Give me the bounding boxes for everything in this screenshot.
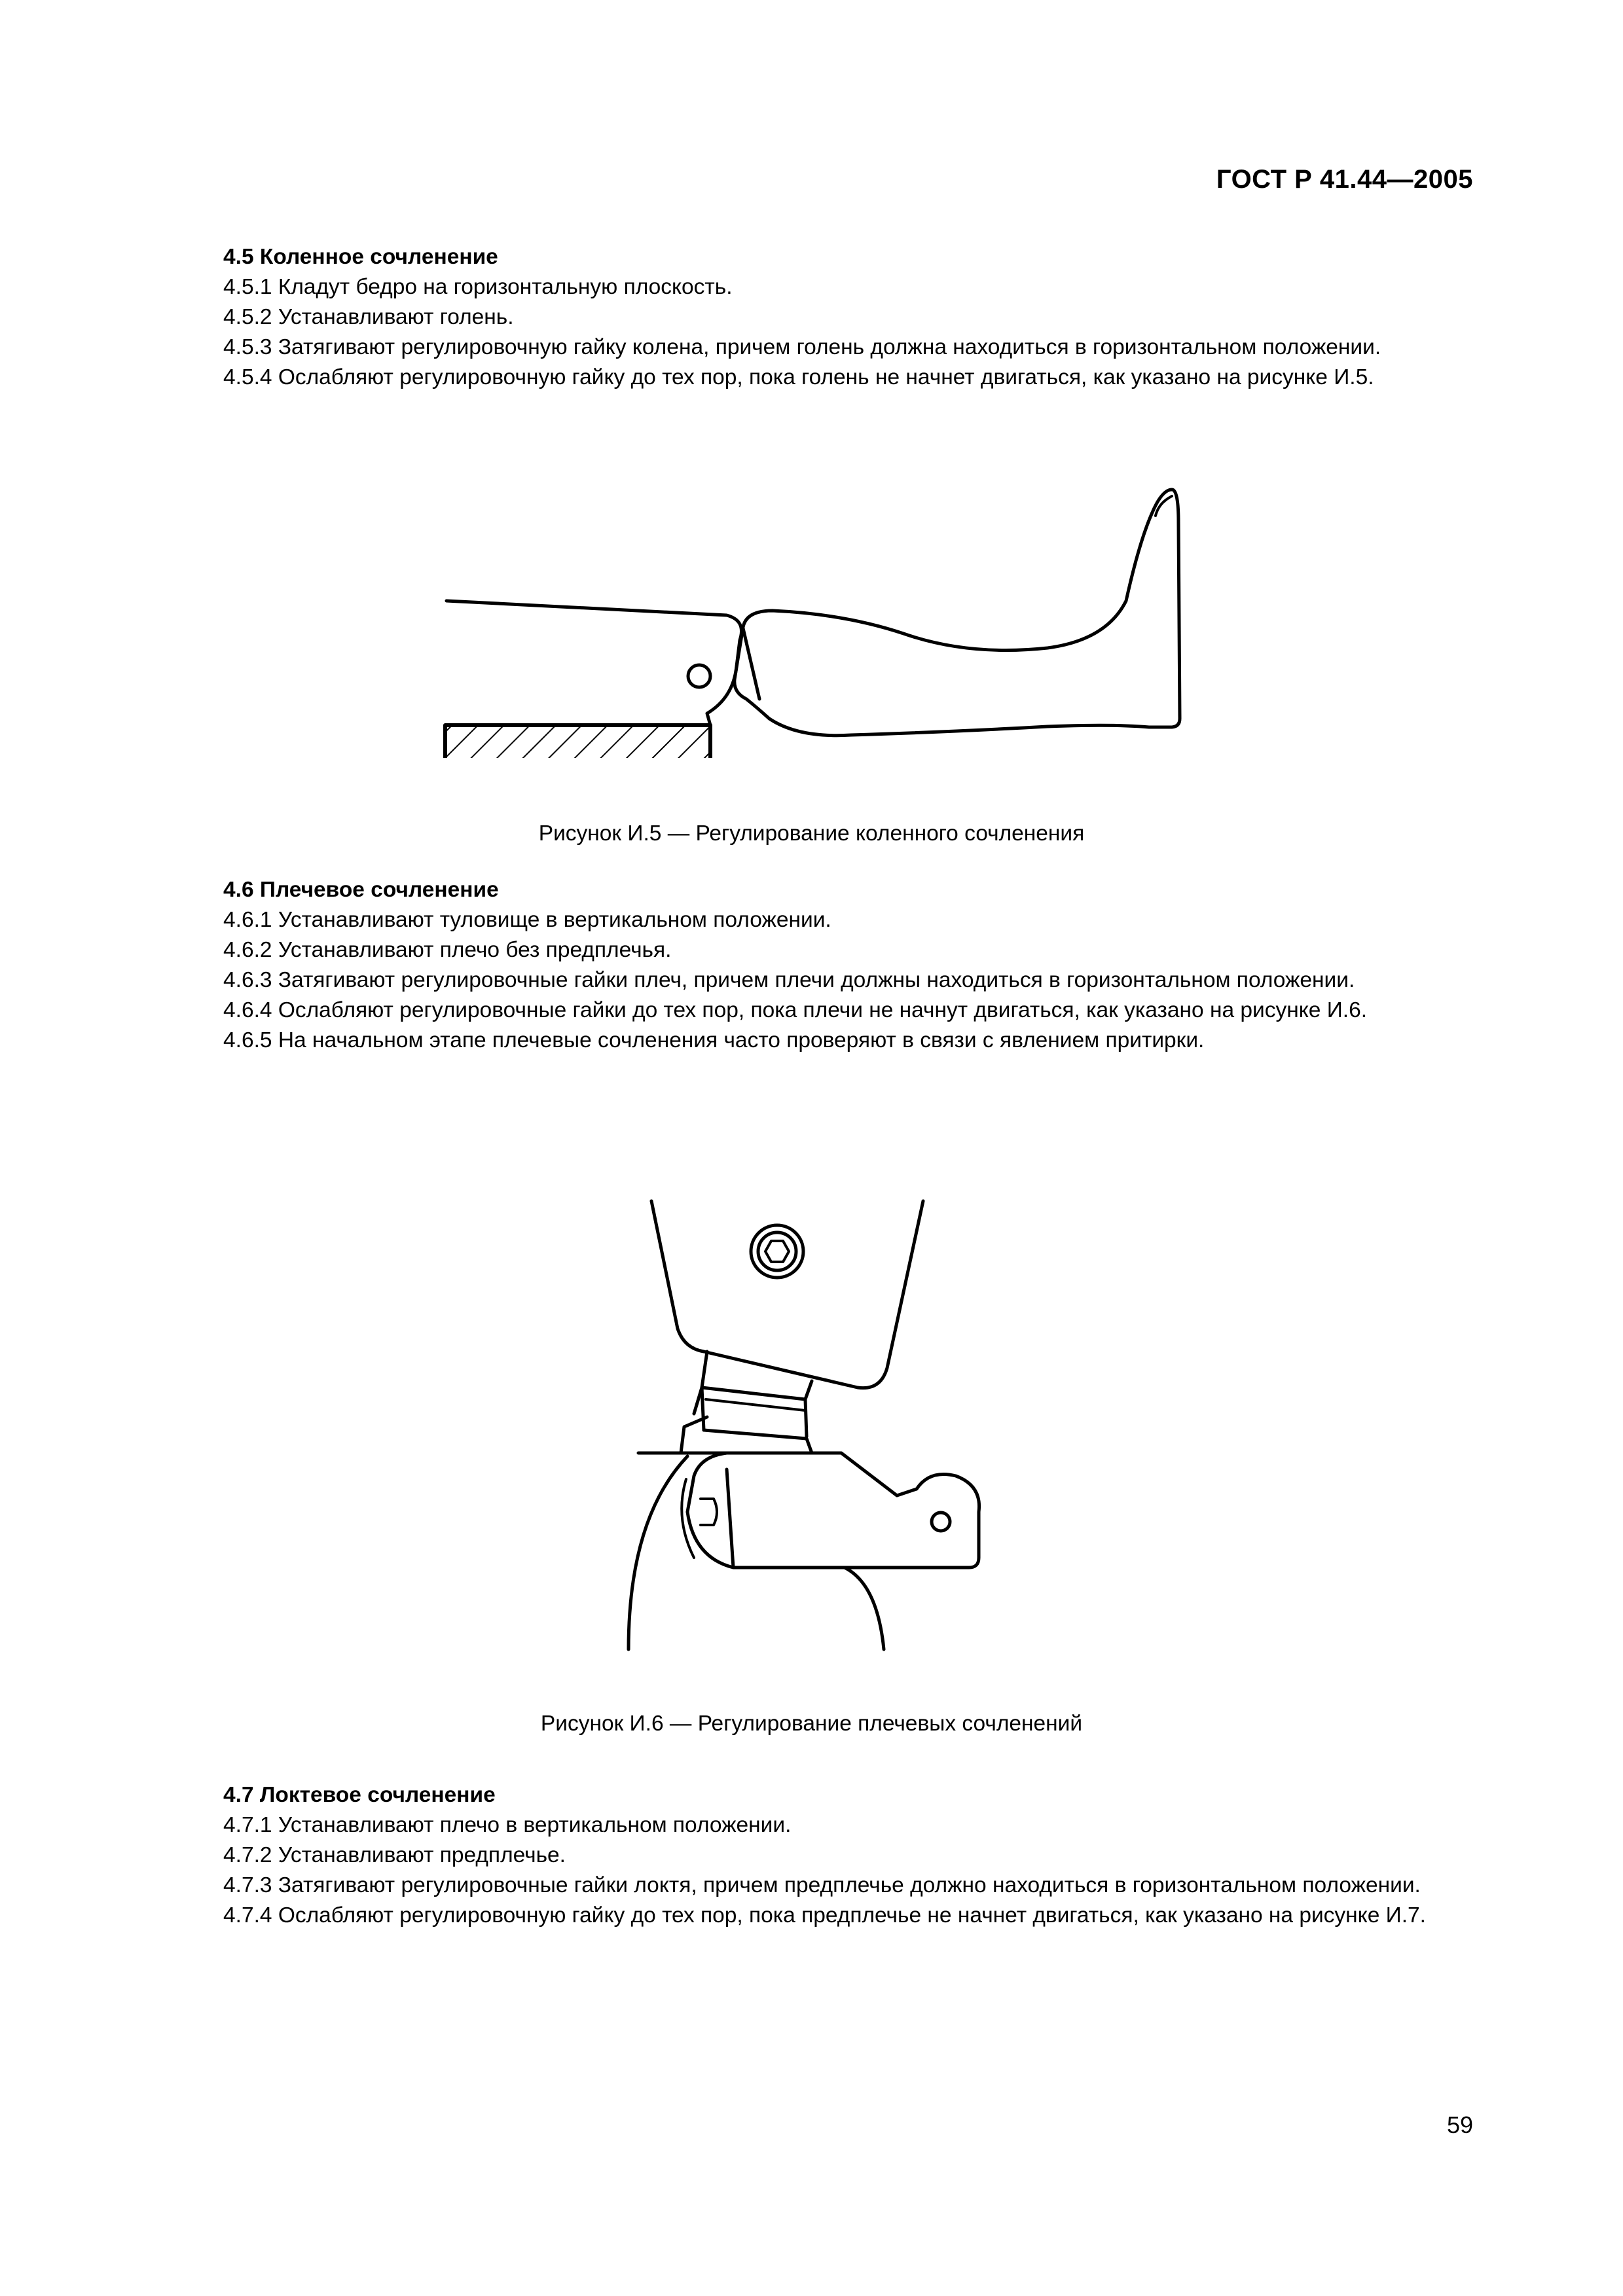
paragraph: 4.5.1 Кладут бедро на горизонтальную плоскость. — [223, 275, 733, 299]
section-title: 4.7 Локтевое сочленение — [223, 1783, 496, 1807]
body-curve-right — [845, 1568, 884, 1649]
paragraph: 4.6.2 Устанавливают плечо без предплечья. — [223, 938, 672, 962]
shoulder-joint-figure — [0, 1191, 1623, 1662]
paragraph: 4.7.1 Устанавливают плечо в вертикальном положении. — [223, 1813, 792, 1837]
shin-outline — [735, 490, 1180, 736]
body-curve-left — [629, 1456, 687, 1649]
thigh-outline — [447, 601, 742, 725]
paragraph: 4.7.4 Ослабляют регулировочную гайку до тех пор, пока предплечье не начнет двигаться, как указано на рисунке И.7. — [223, 1903, 1426, 1928]
knee-joint-figure — [0, 476, 1623, 758]
nut-hex — [765, 1241, 789, 1262]
document-id: ГОСТ Р 41.44—2005 — [1216, 165, 1473, 194]
paragraph: 4.5.4 Ослабляют регулировочную гайку до тех пор, пока голень не начнет двигаться, как указано на рисунке И.5. — [223, 365, 1374, 389]
section-title: 4.6 Плечевое сочленение — [223, 878, 499, 902]
figure-caption: Рисунок И.5 — Регулирование коленного сочленения — [538, 821, 1085, 846]
knee-bolt — [688, 665, 710, 687]
section-knee — [153, 242, 1468, 393]
section-title: 4.5 Коленное сочленение — [223, 245, 498, 269]
paragraph: 4.5.3 Затягивают регулировочную гайку колена, причем голень должна находиться в горизонтальном положении. — [223, 335, 1381, 359]
support-surface — [445, 725, 710, 758]
paragraph: 4.5.2 Устанавливают голень. — [223, 305, 514, 329]
paragraph: 4.7.2 Устанавливают предплечье. — [223, 1843, 566, 1867]
paragraph: 4.6.3 Затягивают регулировочные гайки плеч, причем плечи должны находиться в горизонтальном положении. — [223, 968, 1355, 992]
page-number: 59 — [1446, 2111, 1473, 2138]
paragraph: 4.6.4 Ослабляют регулировочные гайки до тех пор, пока плечи не начнут двигаться, как указано на рисунке И.6. — [223, 998, 1368, 1022]
figure-caption: Рисунок И.6 — Регулирование плечевых сочленений — [540, 1712, 1083, 1736]
elbow-bolt — [932, 1513, 950, 1531]
paragraph: 4.6.1 Устанавливают туловище в вертикальном положении. — [223, 908, 831, 932]
paragraph: 4.7.3 Затягивают регулировочные гайки локтя, причем предплечье должно находиться в горизонтальном положении. — [223, 1873, 1421, 1897]
section-shoulder — [153, 875, 1468, 1056]
knee-line — [743, 628, 759, 699]
section-elbow — [153, 1780, 1468, 1931]
paragraph: 4.6.5 На начальном этапе плечевые сочленения часто проверяют в связи с явлением притирки. — [223, 1028, 1205, 1052]
